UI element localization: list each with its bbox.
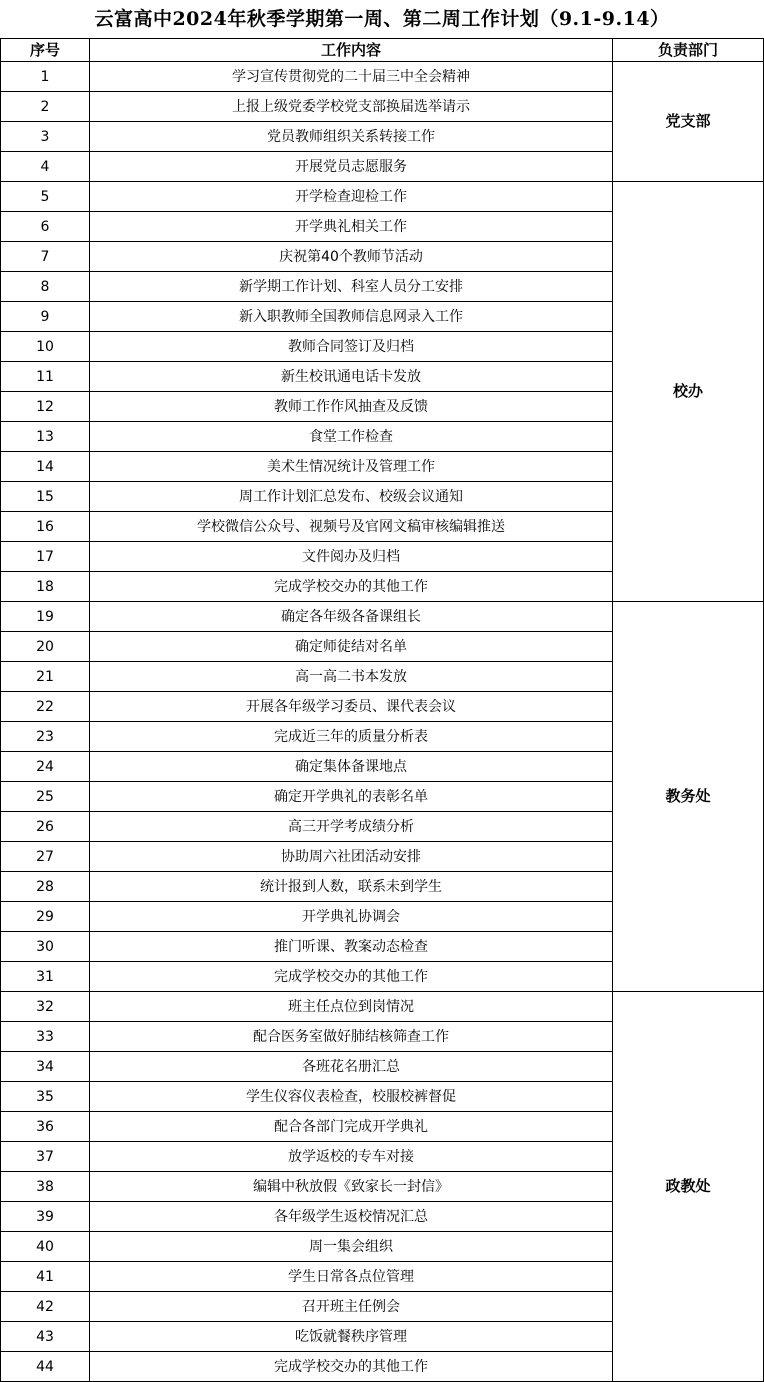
work-content-cell: 教师合同签订及归档: [90, 332, 613, 362]
table-row: [1, 182, 764, 212]
work-content-cell: 完成近三年的质量分析表: [90, 722, 613, 752]
serial-number-cell: 24: [1, 752, 90, 782]
work-content-cell: 开学检查迎检工作: [90, 182, 613, 212]
work-content-cell: 召开班主任例会: [90, 1292, 613, 1322]
table-row: [1, 992, 764, 1022]
work-content-cell: 高一高二书本发放: [90, 662, 613, 692]
serial-number-cell: 41: [1, 1262, 90, 1292]
table-body: [1, 62, 764, 1382]
serial-number-cell: 40: [1, 1232, 90, 1262]
work-content-cell: 确定开学典礼的表彰名单: [90, 782, 613, 812]
work-content-cell: 新生校讯通电话卡发放: [90, 362, 613, 392]
work-content-cell: 党员教师组织关系转接工作: [90, 122, 613, 152]
work-content-cell: 各班花名册汇总: [90, 1052, 613, 1082]
work-content-cell: 学生仪容仪表检查，校服校裤督促: [90, 1082, 613, 1112]
work-content-cell: 庆祝第40个教师节活动: [90, 242, 613, 272]
serial-number-cell: 38: [1, 1172, 90, 1202]
serial-number-cell: 34: [1, 1052, 90, 1082]
work-content-cell: 高三开学考成绩分析: [90, 812, 613, 842]
work-content-cell: 完成学校交办的其他工作: [90, 1352, 613, 1382]
work-content-cell: 推门听课、教案动态检查: [90, 932, 613, 962]
work-content-cell: 开学典礼相关工作: [90, 212, 613, 242]
serial-number-cell: 30: [1, 932, 90, 962]
serial-number-cell: 1: [1, 62, 90, 92]
serial-number-cell: 17: [1, 542, 90, 572]
serial-number-cell: 3: [1, 122, 90, 152]
work-content-cell: 周工作计划汇总发布、校级会议通知: [90, 482, 613, 512]
serial-number-cell: 26: [1, 812, 90, 842]
department-cell: 政教处: [613, 992, 764, 1382]
work-content-cell: 学习宣传贯彻党的二十届三中全会精神: [90, 62, 613, 92]
page-title: 云富高中2024年秋季学期第一周、第二周工作计划（9.1-9.14）: [94, 8, 670, 30]
work-content-cell: 配合医务室做好肺结核筛查工作: [90, 1022, 613, 1052]
work-content-cell: 开展党员志愿服务: [90, 152, 613, 182]
work-content-cell: 完成学校交办的其他工作: [90, 962, 613, 992]
serial-number-cell: 28: [1, 872, 90, 902]
serial-number-cell: 32: [1, 992, 90, 1022]
header-work-content: 工作内容: [90, 39, 613, 62]
work-content-cell: 各年级学生返校情况汇总: [90, 1202, 613, 1232]
serial-number-cell: 36: [1, 1112, 90, 1142]
serial-number-cell: 16: [1, 512, 90, 542]
work-content-cell: 吃饭就餐秩序管理: [90, 1322, 613, 1352]
work-content-cell: 教师工作作风抽查及反馈: [90, 392, 613, 422]
serial-number-cell: 33: [1, 1022, 90, 1052]
work-content-cell: 文件阅办及归档: [90, 542, 613, 572]
department-cell: 教务处: [613, 602, 764, 992]
work-content-cell: 新入职教师全国教师信息网录入工作: [90, 302, 613, 332]
work-content-cell: 开展各年级学习委员、课代表会议: [90, 692, 613, 722]
serial-number-cell: 6: [1, 212, 90, 242]
serial-number-cell: 5: [1, 182, 90, 212]
serial-number-cell: 2: [1, 92, 90, 122]
header-department: 负责部门: [613, 39, 764, 62]
serial-number-cell: 23: [1, 722, 90, 752]
work-content-cell: 食堂工作检查: [90, 422, 613, 452]
work-content-cell: 美术生情况统计及管理工作: [90, 452, 613, 482]
serial-number-cell: 15: [1, 482, 90, 512]
work-content-cell: 周一集会组织: [90, 1232, 613, 1262]
serial-number-cell: 39: [1, 1202, 90, 1232]
work-content-cell: 放学返校的专车对接: [90, 1142, 613, 1172]
table-row: [1, 602, 764, 632]
table-row: [1, 62, 764, 92]
serial-number-cell: 27: [1, 842, 90, 872]
work-content-cell: 新学期工作计划、科室人员分工安排: [90, 272, 613, 302]
serial-number-cell: 42: [1, 1292, 90, 1322]
work-content-cell: 开学典礼协调会: [90, 902, 613, 932]
work-plan-table: [0, 38, 764, 1382]
serial-number-cell: 13: [1, 422, 90, 452]
serial-number-cell: 37: [1, 1142, 90, 1172]
serial-number-cell: 12: [1, 392, 90, 422]
serial-number-cell: 29: [1, 902, 90, 932]
serial-number-cell: 25: [1, 782, 90, 812]
serial-number-cell: 18: [1, 572, 90, 602]
serial-number-cell: 31: [1, 962, 90, 992]
work-content-cell: 配合各部门完成开学典礼: [90, 1112, 613, 1142]
header-row: [1, 39, 764, 62]
work-content-cell: 确定各年级各备课组长: [90, 602, 613, 632]
serial-number-cell: 9: [1, 302, 90, 332]
work-content-cell: 学校微信公众号、视频号及官网文稿审核编辑推送: [90, 512, 613, 542]
header-serial-number: 序号: [1, 39, 90, 62]
serial-number-cell: 35: [1, 1082, 90, 1112]
work-content-cell: 完成学校交办的其他工作: [90, 572, 613, 602]
work-content-cell: 确定集体备课地点: [90, 752, 613, 782]
work-content-cell: 确定师徒结对名单: [90, 632, 613, 662]
work-content-cell: 统计报到人数，联系未到学生: [90, 872, 613, 902]
serial-number-cell: 22: [1, 692, 90, 722]
serial-number-cell: 8: [1, 272, 90, 302]
serial-number-cell: 11: [1, 362, 90, 392]
department-cell: 党支部: [613, 62, 764, 182]
serial-number-cell: 44: [1, 1352, 90, 1382]
serial-number-cell: 10: [1, 332, 90, 362]
serial-number-cell: 7: [1, 242, 90, 272]
department-cell: 校办: [613, 182, 764, 602]
serial-number-cell: 20: [1, 632, 90, 662]
serial-number-cell: 4: [1, 152, 90, 182]
serial-number-cell: 21: [1, 662, 90, 692]
work-content-cell: 学生日常各点位管理: [90, 1262, 613, 1292]
serial-number-cell: 19: [1, 602, 90, 632]
work-content-cell: 协助周六社团活动安排: [90, 842, 613, 872]
work-content-cell: 上报上级党委学校党支部换届选举请示: [90, 92, 613, 122]
work-content-cell: 班主任点位到岗情况: [90, 992, 613, 1022]
serial-number-cell: 43: [1, 1322, 90, 1352]
work-content-cell: 编辑中秋放假《致家长一封信》: [90, 1172, 613, 1202]
serial-number-cell: 14: [1, 452, 90, 482]
